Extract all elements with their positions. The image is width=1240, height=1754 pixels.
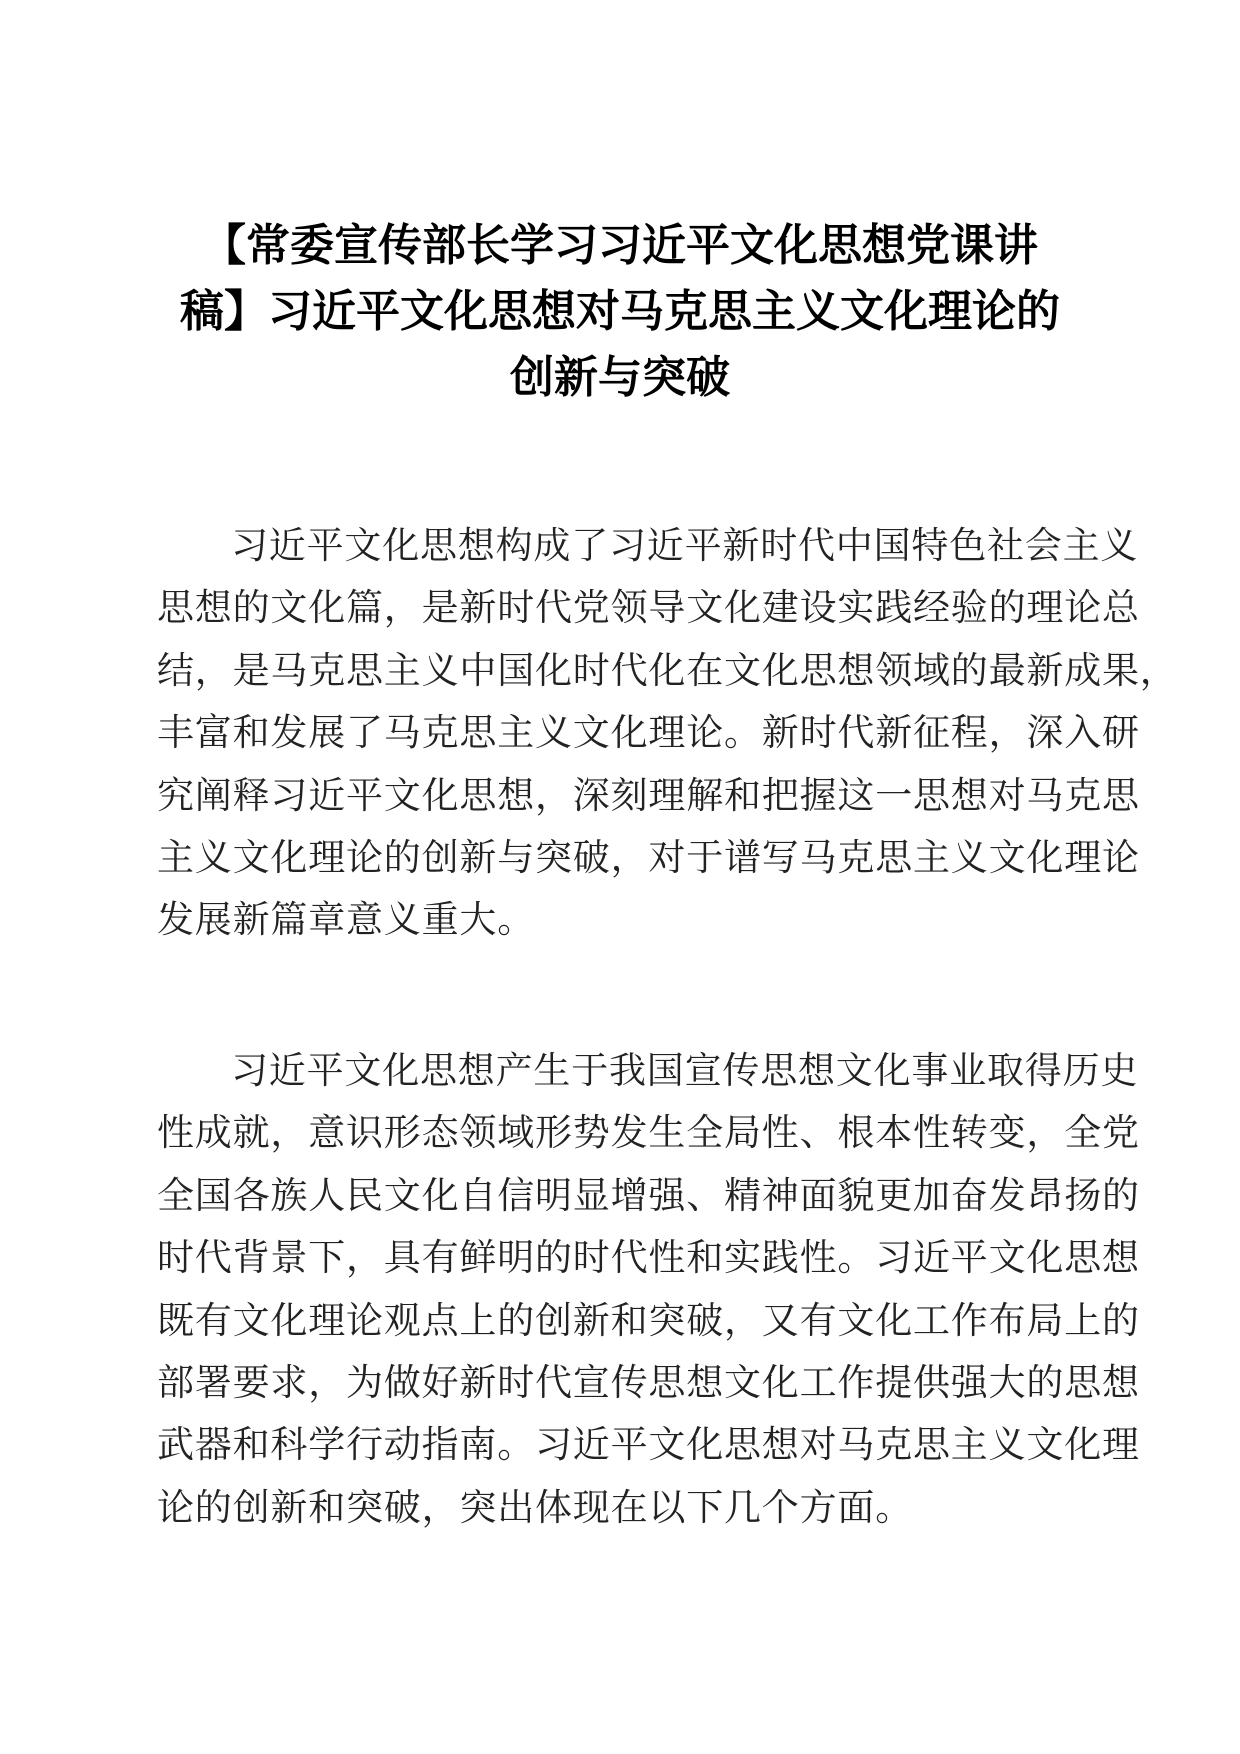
- paragraph-line: 既有文化理论观点上的创新和突破，又有文化工作布局上的: [157, 1298, 1140, 1342]
- paragraph-line: 性成就，意识形态领域形势发生全局性、根本性转变，全党: [157, 1111, 1140, 1155]
- document-title: [150, 213, 1090, 411]
- paragraph-line: 发展新篇章意义重大。: [157, 898, 535, 942]
- paragraph-line: 时代背景下，具有鲜明的时代性和实践性。习近平文化思想: [157, 1236, 1140, 1280]
- paragraph-line: 思想的文化篇，是新时代党领导文化建设实践经验的理论总: [157, 586, 1140, 630]
- body-paragraph-2: [157, 1040, 1140, 1539]
- paragraph-line: 习近平文化思想产生于我国宣传思想文化事业取得历史: [231, 1049, 1139, 1092]
- paragraph-line: 全国各族人民文化自信明显增强、精神面貌更加奋发昂扬的: [157, 1173, 1140, 1217]
- title-line: 稿】习近平文化思想对马克思主义文化理论的: [180, 286, 1060, 337]
- paragraph-line: 习近平文化思想构成了习近平新时代中国特色社会主义: [231, 524, 1139, 567]
- paragraph-line: 部署要求，为做好新时代宣传思想文化工作提供强大的思想: [157, 1361, 1140, 1405]
- title-line: 创新与突破: [510, 352, 730, 403]
- paragraph-line: 丰富和发展了马克思主义文化理论。新时代新征程，深入研: [157, 711, 1140, 755]
- paragraph-line: 论的创新和突破，突出体现在以下几个方面。: [157, 1485, 913, 1529]
- paragraph-line: 结，是马克思主义中国化时代化在文化思想领域的最新成果，: [157, 648, 1178, 692]
- paragraph-line: 武器和科学行动指南。习近平文化思想对马克思主义文化理: [157, 1423, 1140, 1467]
- body-paragraph-1: [157, 515, 1178, 952]
- paragraph-line: 主义文化理论的创新与突破，对于谱写马克思主义文化理论: [157, 836, 1140, 880]
- title-line: 【常委宣传部长学习习近平文化思想党课讲: [202, 220, 1038, 271]
- paragraph-line: 究阐释习近平文化思想，深刻理解和把握这一思想对马克思: [157, 773, 1140, 817]
